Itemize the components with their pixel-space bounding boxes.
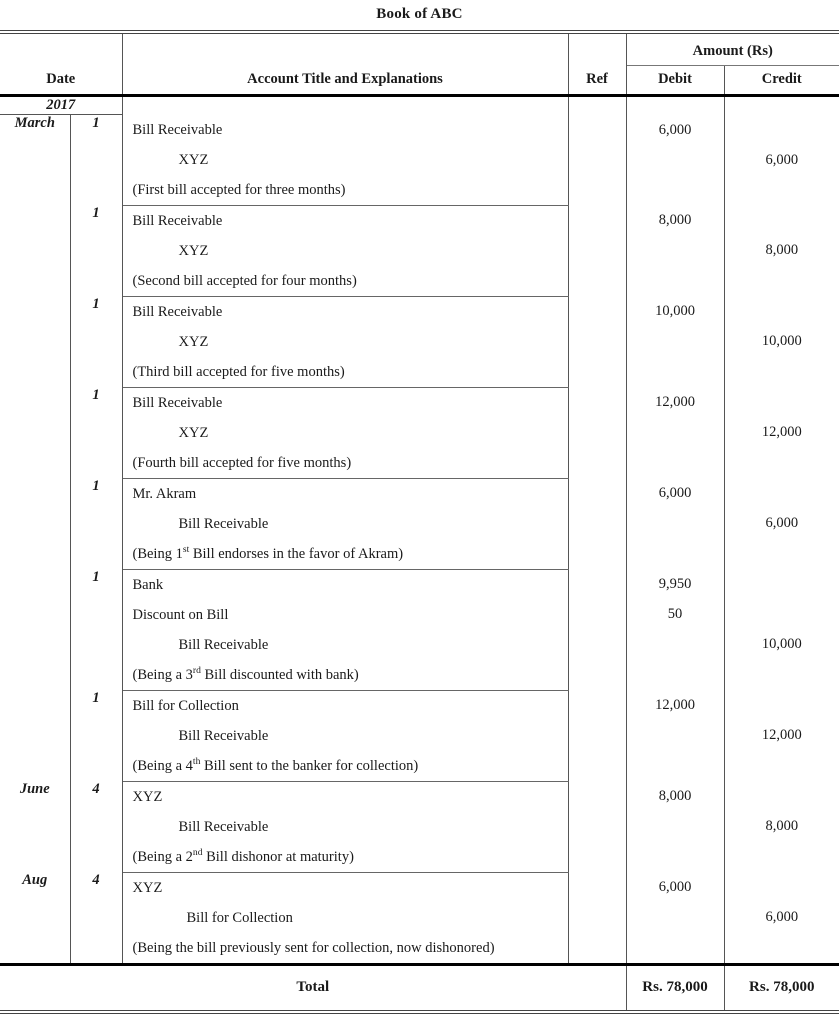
credit-amount: 6,000 [765,151,799,168]
ref-line [569,115,626,145]
account-line: Bill Receivable [132,303,223,320]
entry-debit-cell [626,569,724,690]
year-ref-cell [568,97,626,115]
debit-amount [627,750,724,780]
entry-ref-cell [568,478,626,569]
account-line: (Being a 2nd Bill dishonor at maturity) [132,846,354,865]
entry-day: 1 [70,387,122,478]
account-line: (Being a 3rd Bill discounted with bank) [132,664,359,683]
credit-amount [725,205,839,235]
header-blank-date [0,34,122,66]
debit-amount [627,932,724,962]
table-header [0,34,839,97]
debit-amount: 6,000 [658,879,692,895]
entry-ref-cell [568,387,626,478]
ref-line [569,932,626,962]
credit-amount [725,781,839,811]
entry-day: 1 [70,690,122,781]
table-body [0,97,839,115]
ref-line [569,629,626,659]
account-line: XYZ [132,788,163,805]
credit-amount: 6,000 [765,515,799,531]
debit-amount [627,235,724,265]
ref-line [569,872,626,902]
journal-entry-row [0,478,839,569]
ref-line [569,265,626,295]
journal-entry-row [0,387,839,478]
credit-amount [725,478,839,508]
year-credit-cell [724,97,839,115]
credit-amount: 8,000 [765,818,799,834]
entry-debit-cell [626,387,724,478]
entry-month [0,205,70,296]
ref-line [569,538,626,568]
ref-line [569,569,626,599]
account-line: Bill for Collection [132,697,239,714]
credit-amount: 8,000 [765,242,799,258]
entry-month: March [0,115,70,206]
debit-amount: 9,950 [658,576,692,592]
header-blank-ref [568,34,626,66]
debit-amount [627,265,724,295]
account-line: (Second bill accepted for four months) [132,272,357,289]
credit-amount [725,872,839,902]
credit-amount [725,356,839,386]
account-line: (Being 1st Bill endorses in the favor of Akram) [132,543,404,562]
ref-line [569,417,626,447]
entry-debit-cell [626,478,724,569]
journal-entry-row [0,781,839,872]
header-ref: Ref [568,66,626,96]
header-amount-group: Amount (Rs) [626,34,839,66]
ref-line [569,781,626,811]
entry-ref-cell [568,781,626,872]
ref-line [569,841,626,871]
ref-line [569,235,626,265]
account-line: XYZ [132,879,163,896]
journal-table-frame [0,30,839,1010]
account-line: XYZ [178,151,209,168]
entry-credit-cell [724,781,839,872]
account-line: Bill Receivable [132,394,223,411]
year-account-cell [122,97,568,115]
credit-amount [725,175,839,205]
ref-line [569,205,626,235]
entry-credit-cell [724,872,839,964]
credit-amount [725,115,839,145]
entry-credit-cell [724,690,839,781]
page-title: Book of ABC [376,6,463,22]
ref-line [569,387,626,417]
header-debit: Debit [626,66,724,96]
entry-credit-cell [724,478,839,569]
credit-amount [725,296,839,326]
entry-day: 1 [70,296,122,387]
account-line: (First bill accepted for three months) [132,181,346,198]
account-line: Bill Receivable [132,121,223,138]
debit-amount [627,811,724,841]
journal-entry-row [0,296,839,387]
debit-amount [627,356,724,386]
entry-ref-cell [568,296,626,387]
journal-entry-row [0,115,839,206]
debit-amount [627,508,724,538]
total-debit: Rs. 78,000 [626,966,724,1010]
entry-day: 1 [70,205,122,296]
table-total-section [0,964,839,1010]
entry-account-cell [122,872,568,964]
debit-amount: 6,000 [658,121,692,138]
credit-amount [725,659,839,689]
year-label: 2017 [0,97,122,115]
entry-month [0,478,70,569]
credit-amount [725,387,839,417]
account-line: Mr. Akram [132,485,197,502]
entry-account-cell [122,205,568,296]
year-row [0,97,839,115]
account-line: Bill Receivable [178,727,269,744]
entry-debit-cell [626,781,724,872]
debit-amount: 8,000 [658,788,692,804]
ref-line [569,175,626,205]
debit-amount: 6,000 [658,485,692,501]
entry-account-cell [122,115,568,206]
ref-line [569,811,626,841]
entry-month: June [0,781,70,872]
account-line: Bill Receivable [132,212,223,229]
debit-amount [627,659,724,689]
credit-amount [725,569,839,599]
total-label: Total [296,979,330,995]
ref-line [569,145,626,175]
header-date: Date [0,66,122,96]
account-line: (Being a 4th Bill sent to the banker for collection) [132,755,419,774]
entry-day: 1 [70,569,122,690]
ref-line [569,659,626,689]
account-line: (Fourth bill accepted for five months) [132,454,352,471]
account-line: Bill Receivable [178,636,269,653]
entry-ref-cell [568,569,626,690]
total-credit: Rs. 78,000 [749,979,815,995]
debit-amount [627,326,724,356]
ref-line [569,750,626,780]
credit-amount [725,690,839,720]
entry-day: 1 [70,478,122,569]
entry-credit-cell [724,296,839,387]
ref-line [569,326,626,356]
account-line: Bill Receivable [178,818,269,835]
debit-amount [627,720,724,750]
credit-amount [725,599,839,629]
debit-amount [627,447,724,477]
journal-entry-row [0,872,839,964]
entry-credit-cell [724,387,839,478]
journal-entry-row [0,205,839,296]
entry-ref-cell [568,690,626,781]
table-bottom-double-rule [0,1010,839,1011]
debit-amount: 8,000 [658,212,692,228]
account-line: (Being the bill previously sent for collection, now dishonored) [132,939,495,956]
debit-amount: 12,000 [655,697,695,713]
debit-amount [627,175,724,205]
ref-line [569,296,626,326]
credit-amount: 10,000 [761,636,802,652]
debit-amount [627,902,724,932]
entry-credit-cell [724,569,839,690]
entry-month [0,387,70,478]
entry-account-cell [122,296,568,387]
credit-amount [725,750,839,780]
header-row-amount-group [0,34,839,66]
account-line: Bill for Collection [186,909,293,926]
journal-entries [0,115,839,965]
ref-line [569,478,626,508]
entry-account-cell [122,781,568,872]
debit-amount [627,417,724,447]
entry-day: 1 [70,115,122,206]
entry-month [0,296,70,387]
journal-entry-row [0,569,839,690]
entry-month [0,569,70,690]
entry-ref-cell [568,205,626,296]
debit-amount: 50 [667,606,683,622]
entry-day: 4 [70,872,122,964]
account-line: Bank [132,576,164,593]
entry-debit-cell [626,205,724,296]
entry-month: Aug [0,872,70,964]
credit-amount: 10,000 [761,333,802,349]
ref-line [569,720,626,750]
account-line: XYZ [178,424,209,441]
credit-amount [725,932,839,962]
credit-amount: 12,000 [761,424,802,440]
debit-amount [627,841,724,871]
header-account-title: Account Title and Explanations [122,66,568,96]
header-row-columns [0,66,839,96]
ref-line [569,690,626,720]
entry-account-cell [122,387,568,478]
ref-line [569,447,626,477]
ref-line [569,356,626,386]
header-blank-account [122,34,568,66]
credit-amount [725,265,839,295]
credit-amount [725,538,839,568]
account-line: Discount on Bill [132,606,229,623]
ref-line [569,508,626,538]
entry-credit-cell [724,205,839,296]
entry-account-cell [122,478,568,569]
year-debit-cell [626,97,724,115]
debit-amount [627,538,724,568]
journal-entry-row [0,690,839,781]
entry-account-cell [122,569,568,690]
account-line: XYZ [178,333,209,350]
credit-amount [725,841,839,871]
debit-amount [627,145,724,175]
debit-amount [627,629,724,659]
credit-amount: 12,000 [761,727,802,743]
debit-amount: 10,000 [655,303,695,319]
account-line: (Third bill accepted for five months) [132,363,345,380]
entry-debit-cell [626,296,724,387]
account-line: Bill Receivable [178,515,269,532]
ref-line [569,599,626,629]
header-credit: Credit [761,71,802,87]
entry-month [0,690,70,781]
entry-account-cell [122,690,568,781]
entry-debit-cell [626,115,724,206]
entry-debit-cell [626,872,724,964]
entry-day: 4 [70,781,122,872]
entry-ref-cell [568,115,626,206]
journal-table [0,34,839,1010]
debit-amount: 12,000 [655,394,695,410]
entry-ref-cell [568,872,626,964]
ref-line [569,902,626,932]
entry-debit-cell [626,690,724,781]
account-line: XYZ [178,242,209,259]
credit-amount [725,447,839,477]
total-row [0,966,839,1010]
credit-amount: 6,000 [765,909,799,925]
entry-credit-cell [724,115,839,206]
